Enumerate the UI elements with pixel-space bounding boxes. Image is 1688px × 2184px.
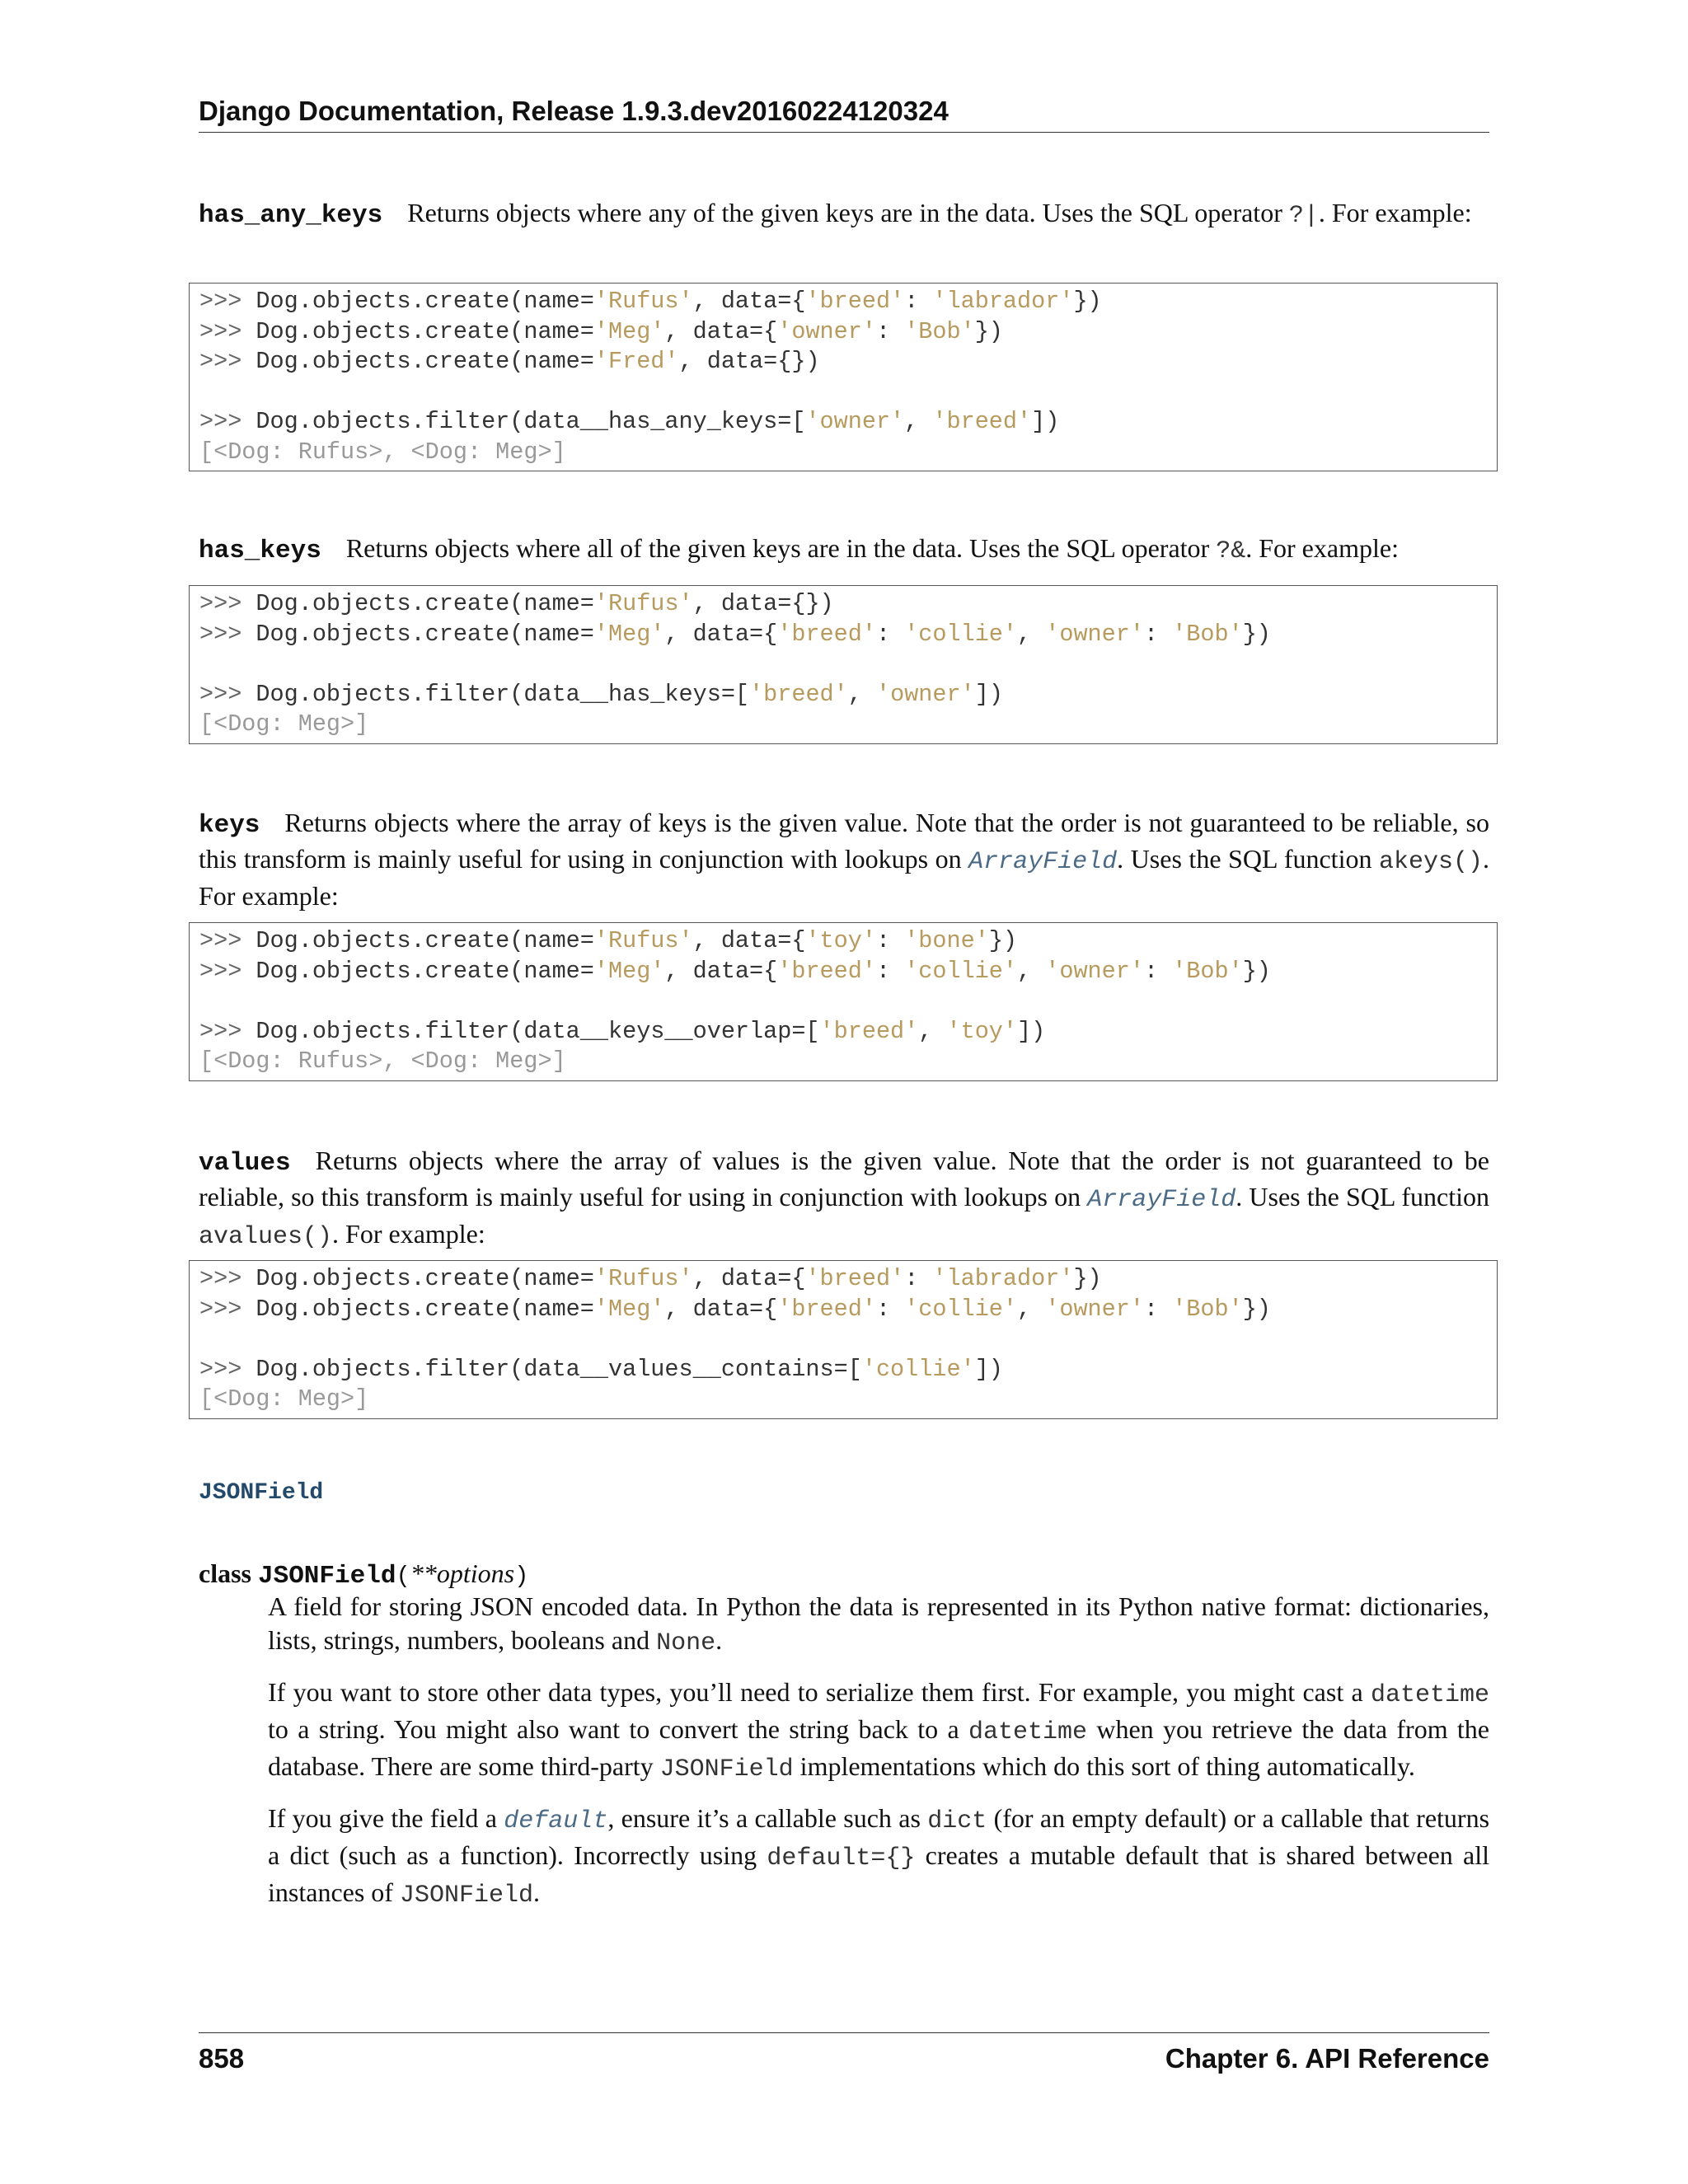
inline-code: datetime <box>968 1718 1088 1746</box>
string-literal: 'collie' <box>904 1295 1018 1323</box>
args-open: ( <box>396 1563 410 1590</box>
lookup-values <box>199 1144 1489 1254</box>
text: implementations which do this sort of thing automatically. <box>793 1751 1415 1781</box>
code-text: Dog.objects.create(name= <box>256 620 594 648</box>
code-text: }) <box>974 317 1003 345</box>
code-text: ]) <box>1031 408 1060 435</box>
code-line <box>199 317 1487 348</box>
description-text: Returns objects where the array of values is the given value. Note that the order is not guaranteed to be reliable, so this transform is mainly useful for using in conjunction with lookups on <box>199 1146 1489 1212</box>
code-text: , data={ <box>664 1295 778 1323</box>
prompt: >>> <box>199 1295 256 1323</box>
output: [<Dog: Rufus>, <Dog: Meg>] <box>199 438 566 466</box>
code-text: : <box>875 1295 905 1323</box>
prompt: >>> <box>199 590 256 617</box>
code-text: }) <box>1242 957 1271 985</box>
class-signature <box>199 1557 528 1593</box>
output: [<Dog: Meg>] <box>199 710 369 738</box>
text: If you want to store other data types, you’ll need to serialize them first. For example, you might cast a <box>268 1677 1371 1707</box>
string-literal: 'Bob' <box>1172 620 1243 648</box>
page-number: 858 <box>199 2043 245 2074</box>
lookup-term: has_any_keys <box>199 201 383 230</box>
code-text: : <box>875 957 905 985</box>
description-text: . For example: <box>1245 533 1399 563</box>
string-literal: 'Fred' <box>593 348 679 375</box>
code-text: }) <box>1242 1295 1271 1323</box>
prompt: >>> <box>199 408 256 435</box>
code-text: Dog.objects.create(name= <box>256 1295 594 1323</box>
code-text: : <box>904 288 933 315</box>
inline-code: dict <box>927 1807 987 1835</box>
section-title-jsonfield[interactable]: JSONField <box>199 1480 324 1506</box>
class-keyword: class <box>199 1558 251 1588</box>
prompt: >>> <box>199 927 256 954</box>
code-text: }) <box>1242 620 1271 648</box>
string-literal: 'breed' <box>777 957 876 985</box>
string-literal: 'Rufus' <box>593 927 693 954</box>
description-text: . For example: <box>332 1219 485 1249</box>
code-text: : <box>875 317 905 345</box>
code-line <box>199 1295 1487 1325</box>
prompt: >>> <box>199 680 256 708</box>
lookup-term: has_keys <box>199 537 321 565</box>
prompt: >>> <box>199 288 256 315</box>
code-text: }) <box>1073 1265 1102 1292</box>
string-literal: 'breed' <box>932 408 1032 435</box>
inline-code: datetime <box>1370 1681 1489 1709</box>
prompt: >>> <box>199 1017 256 1045</box>
text: creates a mutable default that is shared between all instances of <box>268 1840 1490 1907</box>
string-literal: 'Bob' <box>904 317 975 345</box>
args-stars: ** <box>410 1558 437 1588</box>
code-text: , data={}) <box>678 348 820 375</box>
string-literal: 'breed' <box>749 680 848 708</box>
lookup-has-keys <box>199 532 1489 569</box>
code-block <box>189 1260 1498 1419</box>
code-line <box>199 1264 1487 1295</box>
class-args <box>396 1558 529 1590</box>
code-line <box>199 680 1487 710</box>
paragraph-2 <box>268 1675 1489 1787</box>
code-text: , <box>918 1017 947 1045</box>
string-literal: 'breed' <box>805 288 905 315</box>
code-text: : <box>875 620 905 648</box>
code-text: Dog.objects.filter(data__has_keys=[ <box>256 680 750 708</box>
description-text: Returns objects where all of the given keys are in the data. Uses the SQL operator <box>345 533 1217 563</box>
code-line <box>199 347 1487 377</box>
string-literal: 'Meg' <box>593 957 665 985</box>
code-text: Dog.objects.create(name= <box>256 1265 594 1292</box>
string-literal: 'toy' <box>946 1017 1018 1045</box>
header-title: Django Documentation, Release 1.9.3.dev20160224120324 <box>199 96 949 126</box>
arrayfield-link[interactable]: ArrayField <box>1087 1186 1236 1214</box>
code-line <box>199 377 1487 408</box>
description-text: Returns objects where any of the given keys are in the data. Uses the SQL operator <box>407 198 1289 227</box>
string-literal: 'owner' <box>1045 1295 1144 1323</box>
code-line <box>199 287 1487 317</box>
string-literal: 'owner' <box>805 408 905 435</box>
string-literal: 'collie' <box>904 620 1018 648</box>
code-text: , data={ <box>664 620 778 648</box>
string-literal: 'breed' <box>777 620 876 648</box>
lookup-description <box>199 1144 1489 1254</box>
text: , ensure it’s a callable such as <box>607 1803 928 1833</box>
inline-code: JSONField <box>399 1882 533 1910</box>
prompt: >>> <box>199 957 256 985</box>
code-line <box>199 438 1487 468</box>
code-text: , <box>847 680 876 708</box>
class-name: JSONField <box>258 1562 396 1591</box>
output: [<Dog: Rufus>, <Dog: Meg>] <box>199 1047 566 1075</box>
description-text: Returns objects where the array of keys is the given value. Note that the order is not guaranteed to be reliable, so this transform is mainly useful for using in conjunction with lookups on <box>199 808 1489 874</box>
lookup-description <box>199 806 1489 913</box>
code-text: , <box>1017 1295 1046 1323</box>
code-line <box>199 649 1487 680</box>
string-literal: 'Rufus' <box>593 590 693 617</box>
lookup-description <box>199 532 1489 569</box>
code-text: Dog.objects.filter(data__keys__overlap=[ <box>256 1017 820 1045</box>
string-literal: 'Bob' <box>1172 957 1243 985</box>
code-line <box>199 620 1487 650</box>
paragraph-3 <box>268 1802 1489 1913</box>
string-literal: 'breed' <box>819 1017 919 1045</box>
code-text: Dog.objects.filter(data__values__contains=[ <box>256 1355 862 1383</box>
code-text: , data={ <box>692 927 806 954</box>
string-literal: 'collie' <box>861 1355 975 1383</box>
string-literal: 'collie' <box>904 957 1018 985</box>
inline-code: default={} <box>767 1844 916 1872</box>
string-literal: 'breed' <box>805 1265 905 1292</box>
code-line <box>199 1385 1487 1415</box>
text: A field for storing JSON encoded data. In Python the data is represented in its Python native format: dictionaries, lists, strings, numbers, booleans and <box>268 1591 1489 1655</box>
args-close: ) <box>514 1563 529 1590</box>
code-line <box>199 407 1487 438</box>
string-literal: 'Rufus' <box>593 288 693 315</box>
code-text: , data={ <box>664 317 778 345</box>
code-block <box>189 585 1498 744</box>
code-line <box>199 1324 1487 1355</box>
output: [<Dog: Meg>] <box>199 1385 369 1413</box>
default-link[interactable]: default <box>504 1807 608 1835</box>
string-literal: 'bone' <box>904 927 989 954</box>
code-text: , <box>1017 620 1046 648</box>
string-literal: 'owner' <box>1045 957 1144 985</box>
class-description <box>268 1590 1489 1928</box>
code-text: , data={}) <box>692 590 834 617</box>
inline-code: JSONField <box>659 1755 794 1783</box>
code-text: Dog.objects.create(name= <box>256 317 594 345</box>
lookup-term: keys <box>199 811 260 840</box>
description-text: . For example: <box>199 844 1490 911</box>
string-literal: 'Bob' <box>1172 1295 1243 1323</box>
prompt: >>> <box>199 1355 256 1383</box>
string-literal: 'Meg' <box>593 1295 665 1323</box>
code-text: : <box>875 927 905 954</box>
sql-function: akeys() <box>1378 848 1484 876</box>
text: (for an empty default) or a callable that returns a dict (such as a function). Incorrectly using <box>268 1803 1490 1870</box>
code-text: Dog.objects.create(name= <box>256 927 594 954</box>
code-text: Dog.objects.create(name= <box>256 590 594 617</box>
sql-function: avalues() <box>199 1223 333 1251</box>
code-text: ]) <box>1017 1017 1046 1045</box>
description-text: . For example: <box>1318 198 1472 227</box>
code-text: , data={ <box>664 957 778 985</box>
prompt: >>> <box>199 620 256 648</box>
running-footer <box>199 2032 1489 2074</box>
code-text: Dog.objects.filter(data__has_any_keys=[ <box>256 408 806 435</box>
sql-operator: ?& <box>1216 537 1246 565</box>
code-text: }) <box>1073 288 1102 315</box>
args-name: options <box>436 1558 515 1588</box>
lookup-has-any-keys <box>199 196 1489 233</box>
lookup-keys <box>199 806 1489 913</box>
code-line <box>199 1017 1487 1047</box>
code-text: , <box>904 408 933 435</box>
code-line <box>199 957 1487 987</box>
code-text: : <box>1143 1295 1173 1323</box>
text: If you give the field a <box>268 1803 504 1833</box>
code-text: , data={ <box>692 288 806 315</box>
prompt: >>> <box>199 1265 256 1292</box>
code-line <box>199 710 1487 740</box>
document-page <box>199 0 1489 2184</box>
text: . <box>715 1625 723 1655</box>
code-line <box>199 1355 1487 1385</box>
code-text: , <box>1017 957 1046 985</box>
code-block <box>189 283 1498 471</box>
prompt: >>> <box>199 348 256 375</box>
string-literal: 'Meg' <box>593 620 665 648</box>
string-literal: 'toy' <box>805 927 876 954</box>
string-literal: 'labrador' <box>932 1265 1074 1292</box>
text: when you retrieve the data from the database. There are some third-party <box>268 1714 1490 1781</box>
running-header <box>199 91 1489 133</box>
lookup-description <box>199 196 1489 233</box>
code-text: , data={ <box>692 1265 806 1292</box>
code-line <box>199 1047 1487 1077</box>
code-text: ]) <box>974 680 1003 708</box>
string-literal: 'owner' <box>1045 620 1144 648</box>
code-line <box>199 926 1487 957</box>
code-text: ]) <box>974 1355 1003 1383</box>
prompt: >>> <box>199 317 256 345</box>
description-text: . Uses the SQL function <box>1117 844 1379 874</box>
code-text: : <box>1143 620 1173 648</box>
string-literal: 'Meg' <box>593 317 665 345</box>
lookup-term: values <box>199 1149 291 1178</box>
arrayfield-link[interactable]: ArrayField <box>968 848 1118 876</box>
text: to a string. You might also want to convert the string back to a <box>268 1714 968 1744</box>
code-block <box>189 922 1498 1081</box>
code-text: Dog.objects.create(name= <box>256 288 594 315</box>
string-literal: 'breed' <box>777 1295 876 1323</box>
string-literal: 'Rufus' <box>593 1265 693 1292</box>
string-literal: 'owner' <box>777 317 876 345</box>
inline-code: None <box>656 1629 716 1657</box>
code-text: }) <box>988 927 1018 954</box>
code-line <box>199 987 1487 1017</box>
text: . <box>532 1877 540 1907</box>
code-text: Dog.objects.create(name= <box>256 957 594 985</box>
description-text: . Uses the SQL function <box>1236 1182 1490 1212</box>
code-text: : <box>904 1265 933 1292</box>
code-text: Dog.objects.create(name= <box>256 348 594 375</box>
code-text: : <box>1143 957 1173 985</box>
string-literal: 'labrador' <box>932 288 1074 315</box>
code-line <box>199 589 1487 620</box>
sql-operator: ?| <box>1288 202 1319 230</box>
paragraph-1 <box>268 1590 1489 1661</box>
string-literal: 'owner' <box>875 680 975 708</box>
chapter-title: Chapter 6. API Reference <box>1165 2043 1489 2074</box>
